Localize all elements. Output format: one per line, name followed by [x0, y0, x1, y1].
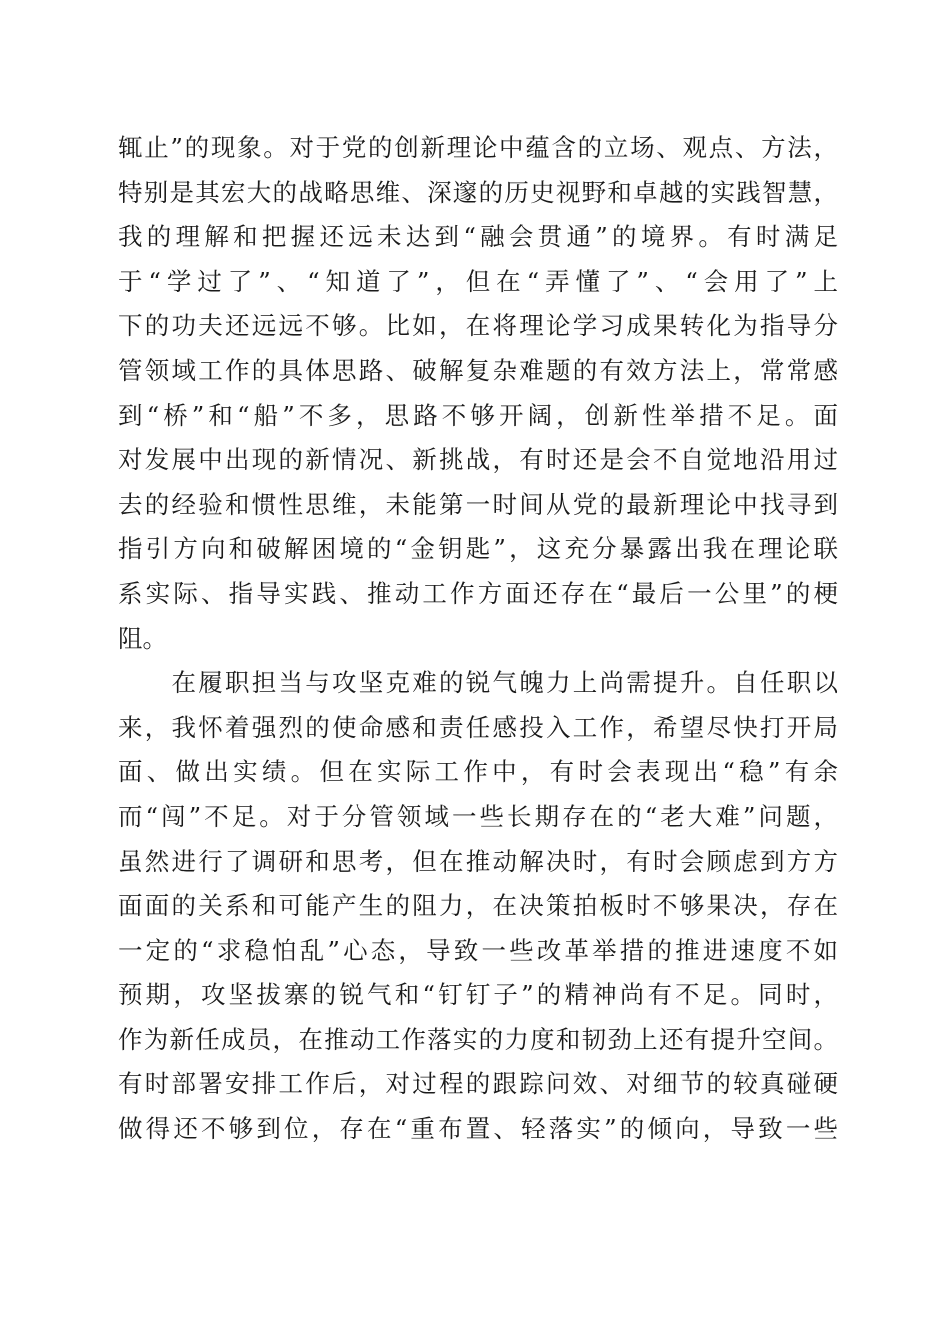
- text-line: 管领域工作的具体思路、破解复杂难题的有效方法上，常常感: [118, 355, 838, 385]
- text-line: 我的理解和把握还远未达到“融会贯通”的境界。有时满足: [118, 222, 838, 252]
- text-line: 一定的“求稳怕乱”心态，导致一些改革举措的推进速度不如: [118, 935, 838, 965]
- text-line: 做得还不够到位，存在“重布置、轻落实”的倾向，导致一些: [118, 1114, 838, 1144]
- text-line: 对发展中出现的新情况、新挑战，有时还是会不自觉地沿用过: [118, 445, 838, 475]
- text-line: 系实际、指导实践、推动工作方面还存在“最后一公里”的梗: [118, 578, 838, 608]
- text-line: 指引方向和破解困境的“金钥匙”，这充分暴露出我在理论联: [118, 534, 838, 564]
- text-line: 虽然进行了调研和思考，但在推动解决时，有时会顾虑到方方: [118, 846, 838, 876]
- text-line: 去的经验和惯性思维，未能第一时间从党的最新理论中找寻到: [118, 489, 838, 519]
- text-line: 面、做出实绩。但在实际工作中，有时会表现出“稳”有余: [118, 757, 838, 787]
- paragraph-1: [118, 126, 838, 661]
- text-line: 预期，攻坚拔寨的锐气和“钉钉子”的精神尚有不足。同时，: [118, 980, 838, 1010]
- text-line: 作为新任成员，在推动工作落实的力度和韧劲上还有提升空间。: [118, 1024, 838, 1054]
- text-line: 面面的关系和可能产生的阻力，在决策拍板时不够果决，存在: [118, 891, 838, 921]
- text-line: 而“闯”不足。对于分管领域一些长期存在的“老大难”问题，: [118, 801, 838, 831]
- text-line: 在履职担当与攻坚克难的锐气魄力上尚需提升。自任职以: [118, 668, 838, 698]
- text-line: 于“学过了”、“知道了”，但在“弄懂了”、“会用了”上: [118, 266, 838, 296]
- text-line: 有时部署安排工作后，对过程的跟踪问效、对细节的较真碰硬: [118, 1069, 838, 1099]
- document-body: [118, 126, 838, 1152]
- paragraph-2: [118, 661, 838, 1152]
- text-line: 下的功夫还远远不够。比如，在将理论学习成果转化为指导分: [118, 311, 838, 341]
- text-line: 特别是其宏大的战略思维、深邃的历史视野和卓越的实践智慧，: [118, 177, 838, 207]
- text-line: 来，我怀着强烈的使命感和责任感投入工作，希望尽快打开局: [118, 712, 838, 742]
- text-line: 辄止”的现象。对于党的创新理论中蕴含的立场、观点、方法，: [118, 133, 838, 162]
- text-line: 到“桥”和“船”不多，思路不够开阔，创新性举措不足。面: [118, 400, 838, 430]
- text-line: 阻。: [118, 623, 167, 653]
